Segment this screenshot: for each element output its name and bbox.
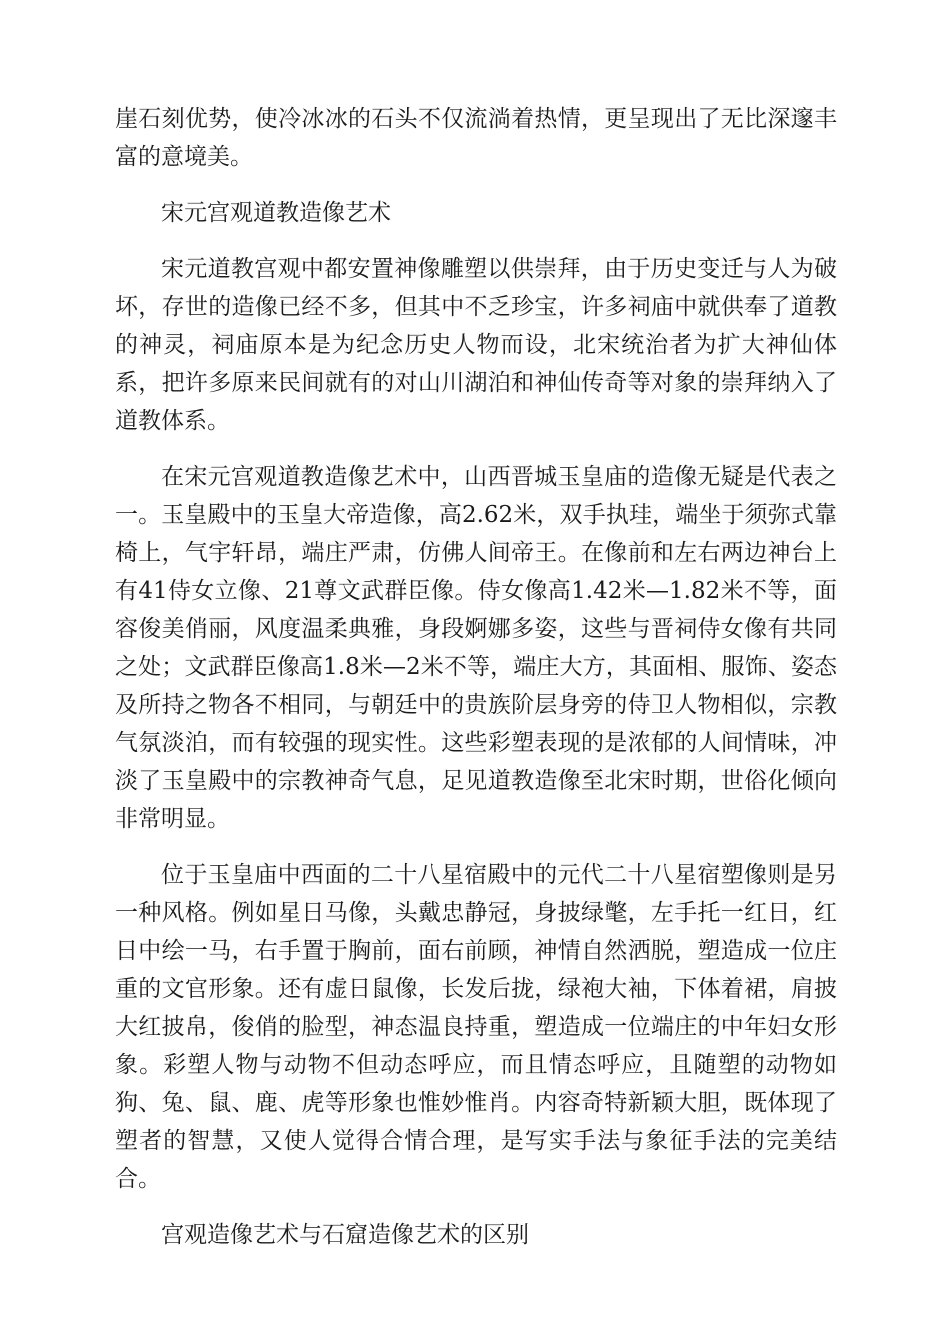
- body-paragraph: 位于玉皇庙中西面的二十八星宿殿中的元代二十八星宿塑像则是另一种风格。例如星日马像，头戴忠静冠，身披绿氅，左手托一红日，红日中绘一马，右手置于胸前，面右前顾，神情自然洒脱，塑造成一位庄重的文官形象。还有虚日鼠像，长发后拢，绿袍大袖，下体着裙，肩披大红披帛，俊俏的脸型，神态温良持重，塑造成一位端庄的中年妇女形象。彩塑人物与动物不但动态呼应，而且情态呼应，且随塑的动物如狗、兔、鼠、鹿、虎等形象也惟妙惟肖。内容奇特新颖大胆，既体现了塑者的智慧，又使人觉得合情合理，是写实手法与象征手法的完美结合。: [115, 862, 837, 1192]
- section-heading: 宋元宫观道教造像艺术: [161, 200, 391, 226]
- section-heading: 宫观造像艺术与石窟造像艺术的区别: [161, 1222, 529, 1248]
- body-paragraph: 宋元道教宫观中都安置神像雕塑以供崇拜，由于历史变迁与人为破坏，存世的造像已经不多，但其中不乏珍宝，许多祠庙中就供奉了道教的神灵，祠庙原本是为纪念历史人物而设，北宋统治者为扩大神仙体系，把许多原来民间就有的对山川湖泊和神仙传奇等对象的崇拜纳入了道教体系。: [115, 256, 837, 434]
- document-page: [115, 100, 837, 1272]
- body-paragraph: 在宋元宫观道教造像艺术中，山西晋城玉皇庙的造像无疑是代表之一。玉皇殿中的玉皇大帝造像，高2.62米，双手执珪，端坐于须弥式靠椅上，气宇轩昂，端庄严肃，仿佛人间帝王。在像前和左右两边神台上有41侍女立像、21尊文武群臣像。侍女像高1.42米—1.82米不等，面容俊美俏丽，风度温柔典雅，身段婀娜多姿，这些与晋祠侍女像有共同之处；文武群臣像高1.8米—2米不等，端庄大方，其面相、服饰、姿态及所持之物各不相同，与朝廷中的贵族阶层身旁的侍卫人物相似，宗教气氛淡泊，而有较强的现实性。这些彩塑表现的是浓郁的人间情味，冲淡了玉皇殿中的宗教神奇气息，足见道教造像至北宋时期，世俗化倾向非常明显。: [115, 464, 837, 832]
- continuation-paragraph: 崖石刻优势，使冷冰冰的石头不仅流淌着热情，更呈现出了无比深邃丰富的意境美。: [115, 106, 837, 170]
